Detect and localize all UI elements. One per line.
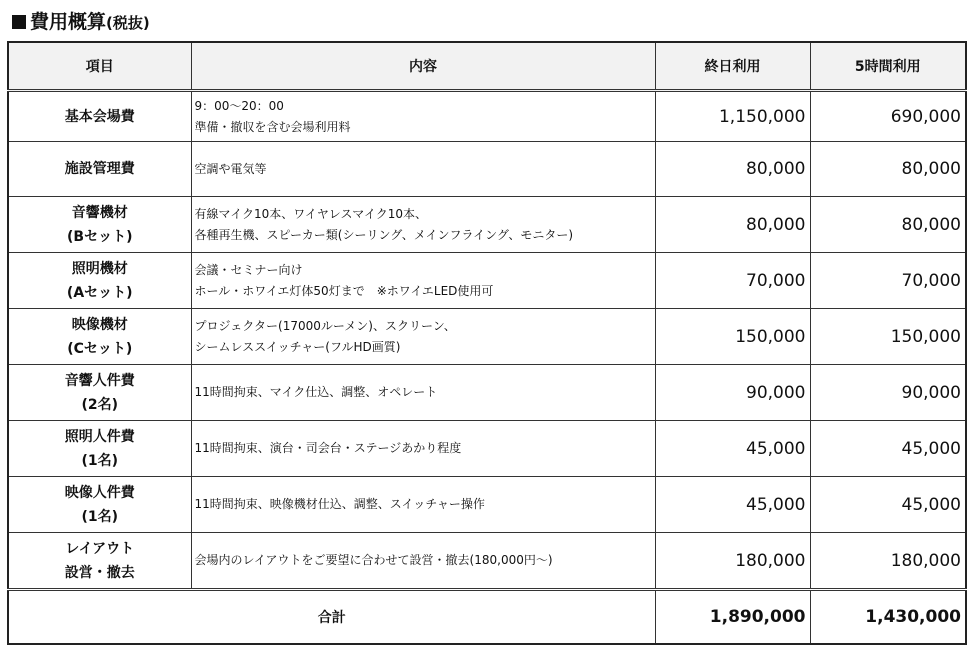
table-row [8, 309, 966, 365]
row-full-day-price: 70,000 [655, 253, 810, 309]
cost-estimate-table [7, 41, 967, 645]
row-item [8, 309, 191, 365]
row-full-day-price: 45,000 [655, 477, 810, 533]
total-label: 合計 [8, 590, 655, 645]
row-description [191, 197, 655, 253]
header-item: 項目 [8, 42, 191, 91]
total-full-day: 1,890,000 [655, 590, 810, 645]
table-row [8, 421, 966, 477]
row-item [8, 142, 191, 197]
row-description [191, 253, 655, 309]
row-item-line2: (Aセット) [66, 284, 133, 301]
row-description [191, 477, 655, 533]
row-five-hour-price: 150,000 [810, 309, 966, 365]
table-row [8, 197, 966, 253]
header-five-hour: 5時間利用 [810, 42, 966, 91]
row-item-line1: レイアウト [65, 540, 135, 557]
row-item [8, 477, 191, 533]
row-full-day-price: 90,000 [655, 365, 810, 421]
row-description-line1: 会場内のレイアウトをご要望に合わせて設営・撤去(180,000円～) [194, 553, 553, 567]
title-sub: (税抜) [106, 14, 150, 32]
header-full-day: 終日利用 [655, 42, 810, 91]
row-description [191, 91, 655, 142]
table-row [8, 253, 966, 309]
row-five-hour-price: 180,000 [810, 533, 966, 590]
table-row [8, 477, 966, 533]
row-description [191, 309, 655, 365]
row-five-hour-price: 45,000 [810, 421, 966, 477]
table-row [8, 142, 966, 197]
row-description [191, 421, 655, 477]
row-description-line1: 9：00～20：00 [194, 98, 284, 113]
row-description-line2: 各種再生機、スピーカー類(シーリング、メインフライング、モニター) [194, 227, 574, 242]
row-description-line1: 会議・セミナー向け [194, 262, 303, 277]
page-title [12, 8, 150, 36]
row-item-line2: (1名) [81, 452, 119, 469]
row-item-line2: (Bセット) [67, 228, 133, 245]
row-description-line1: プロジェクター(17000ルーメン)、スクリーン、 [194, 318, 456, 333]
row-item-line1: 映像機材 [71, 316, 128, 333]
row-item [8, 421, 191, 477]
table-header-row [8, 42, 966, 91]
row-description-line1: 有線マイク10本、ワイヤレスマイク10本、 [194, 206, 428, 221]
row-description-line2: 準備・撤収を含む会場利用料 [194, 119, 351, 134]
row-item-line2: (Cセット) [67, 340, 133, 357]
row-description-line2: ホール・ホワイエ灯体50灯まで ※ホワイエLED使用可 [194, 283, 494, 298]
row-five-hour-price: 80,000 [810, 142, 966, 197]
table-row [8, 365, 966, 421]
row-full-day-price: 180,000 [655, 533, 810, 590]
title-main: 費用概算 [30, 11, 107, 33]
total-row [8, 590, 966, 645]
row-description-line2: シームレススイッチャー(フルHD画質) [194, 339, 401, 354]
row-five-hour-price: 690,000 [810, 91, 966, 142]
row-description-line1: 11時間拘束、演台・司会台・ステージあかり程度 [194, 441, 462, 455]
row-description [191, 142, 655, 197]
row-five-hour-price: 80,000 [810, 197, 966, 253]
total-five-hour: 1,430,000 [810, 590, 966, 645]
row-item-line1: 基本会場費 [64, 108, 135, 125]
black-square-icon [12, 15, 26, 29]
row-five-hour-price: 70,000 [810, 253, 966, 309]
row-item-line2: 設営・撤去 [64, 564, 135, 581]
row-description [191, 365, 655, 421]
row-item [8, 91, 191, 142]
row-item-line2: (1名) [81, 508, 119, 525]
row-five-hour-price: 90,000 [810, 365, 966, 421]
row-full-day-price: 45,000 [655, 421, 810, 477]
row-item-line1: 照明人件費 [64, 428, 135, 445]
row-full-day-price: 1,150,000 [655, 91, 810, 142]
row-item-line1: 音響機材 [71, 204, 128, 221]
table-row [8, 91, 966, 142]
row-full-day-price: 80,000 [655, 142, 810, 197]
row-item-line1: 音響人件費 [64, 372, 135, 389]
header-content: 内容 [191, 42, 655, 91]
row-item [8, 533, 191, 590]
table-row [8, 533, 966, 590]
row-item-line2: (2名) [81, 396, 119, 413]
row-full-day-price: 150,000 [655, 309, 810, 365]
row-item-line1: 映像人件費 [64, 484, 135, 501]
row-item [8, 365, 191, 421]
row-item [8, 197, 191, 253]
row-item-line1: 照明機材 [71, 260, 128, 277]
row-full-day-price: 80,000 [655, 197, 810, 253]
row-item-line1: 施設管理費 [64, 161, 135, 177]
row-five-hour-price: 45,000 [810, 477, 966, 533]
row-description-line1: 11時間拘束、映像機材仕込、調整、スイッチャー操作 [194, 497, 485, 511]
row-description-line1: 空調や電気等 [194, 161, 267, 176]
row-item [8, 253, 191, 309]
row-description-line1: 11時間拘束、マイク仕込、調整、オペレート [194, 385, 438, 399]
row-description [191, 533, 655, 590]
